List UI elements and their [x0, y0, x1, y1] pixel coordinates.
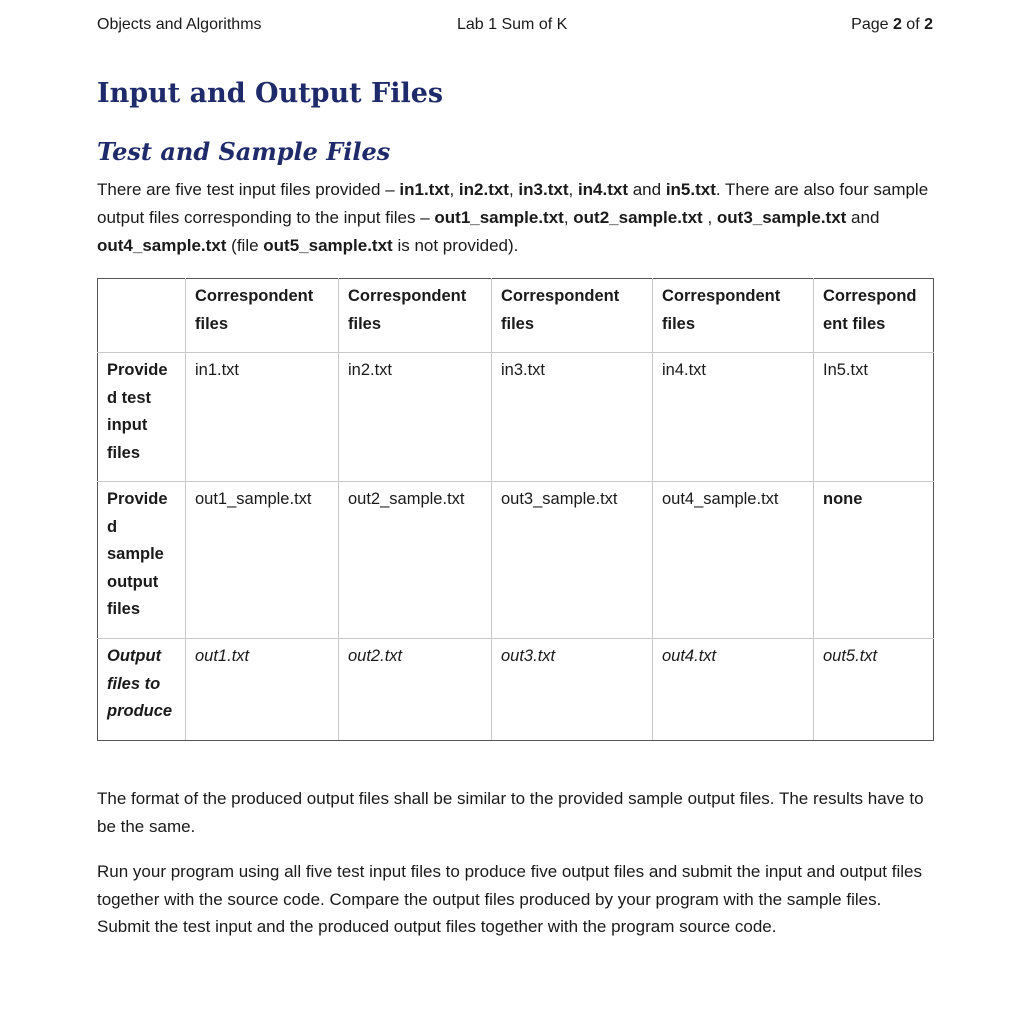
table-cell: out2.txt: [339, 639, 492, 741]
row-label: Provide d sample output files: [98, 482, 186, 639]
instructions-paragraph: Run your program using all five test input files to produce five output files and submit the input and output files together with the source code. Compare the output files produced by your program with the sample files. Submit the test input and the produced output files together with the program source code.: [97, 862, 922, 936]
row-label: Output files to produce: [98, 639, 186, 741]
files-table: [97, 278, 934, 741]
table-cell: in1.txt: [186, 353, 339, 482]
table-header-cell: Correspond ent files: [814, 279, 934, 353]
table-header-cell: Correspondent files: [339, 279, 492, 353]
format-paragraph: The format of the produced output files shall be similar to the provided sample output files. The results have to be the same.: [97, 789, 924, 836]
header-lab-title: Lab 1 Sum of K: [457, 16, 568, 33]
table-cell: out4_sample.txt: [653, 482, 814, 639]
table-cell: out2_sample.txt: [339, 482, 492, 639]
table-cell: out5.txt: [814, 639, 934, 741]
subsection-title: Test and Sample Files: [97, 137, 391, 166]
table-header-cell: Correspondent files: [492, 279, 653, 353]
table-cell: out3_sample.txt: [492, 482, 653, 639]
row-label: Provide d test input files: [98, 353, 186, 482]
table-cell: in4.txt: [653, 353, 814, 482]
intro-paragraph: There are five test input files provided – in1.txt, in2.txt, in3.txt, in4.txt and in5.txt. There are also four sample output files corresponding to the input files – out1_sample.txt, out2_sample.txt , out3_sample.txt and out4_sample.txt (file out5_sample.txt is not provided).: [97, 180, 929, 255]
table-cell: out1.txt: [186, 639, 339, 741]
table-cell: none: [814, 482, 934, 639]
table-cell: In5.txt: [814, 353, 934, 482]
table-cell: out3.txt: [492, 639, 653, 741]
header-course: Objects and Algorithms: [97, 16, 262, 33]
table-cell: in3.txt: [492, 353, 653, 482]
table-row: [98, 353, 934, 482]
table-cell: out4.txt: [653, 639, 814, 741]
table-header-cell: Correspondent files: [653, 279, 814, 353]
section-title: Input and Output Files: [97, 78, 444, 109]
table-cell: in2.txt: [339, 353, 492, 482]
page-header: [97, 16, 933, 40]
table-cell: out1_sample.txt: [186, 482, 339, 639]
table-header-row: [98, 279, 934, 353]
table-row: [98, 482, 934, 639]
table-row: [98, 639, 934, 741]
table-header-cell: Correspondent files: [186, 279, 339, 353]
table-corner-cell: [98, 279, 186, 353]
header-page-number: Page 2 of 2: [851, 16, 933, 33]
